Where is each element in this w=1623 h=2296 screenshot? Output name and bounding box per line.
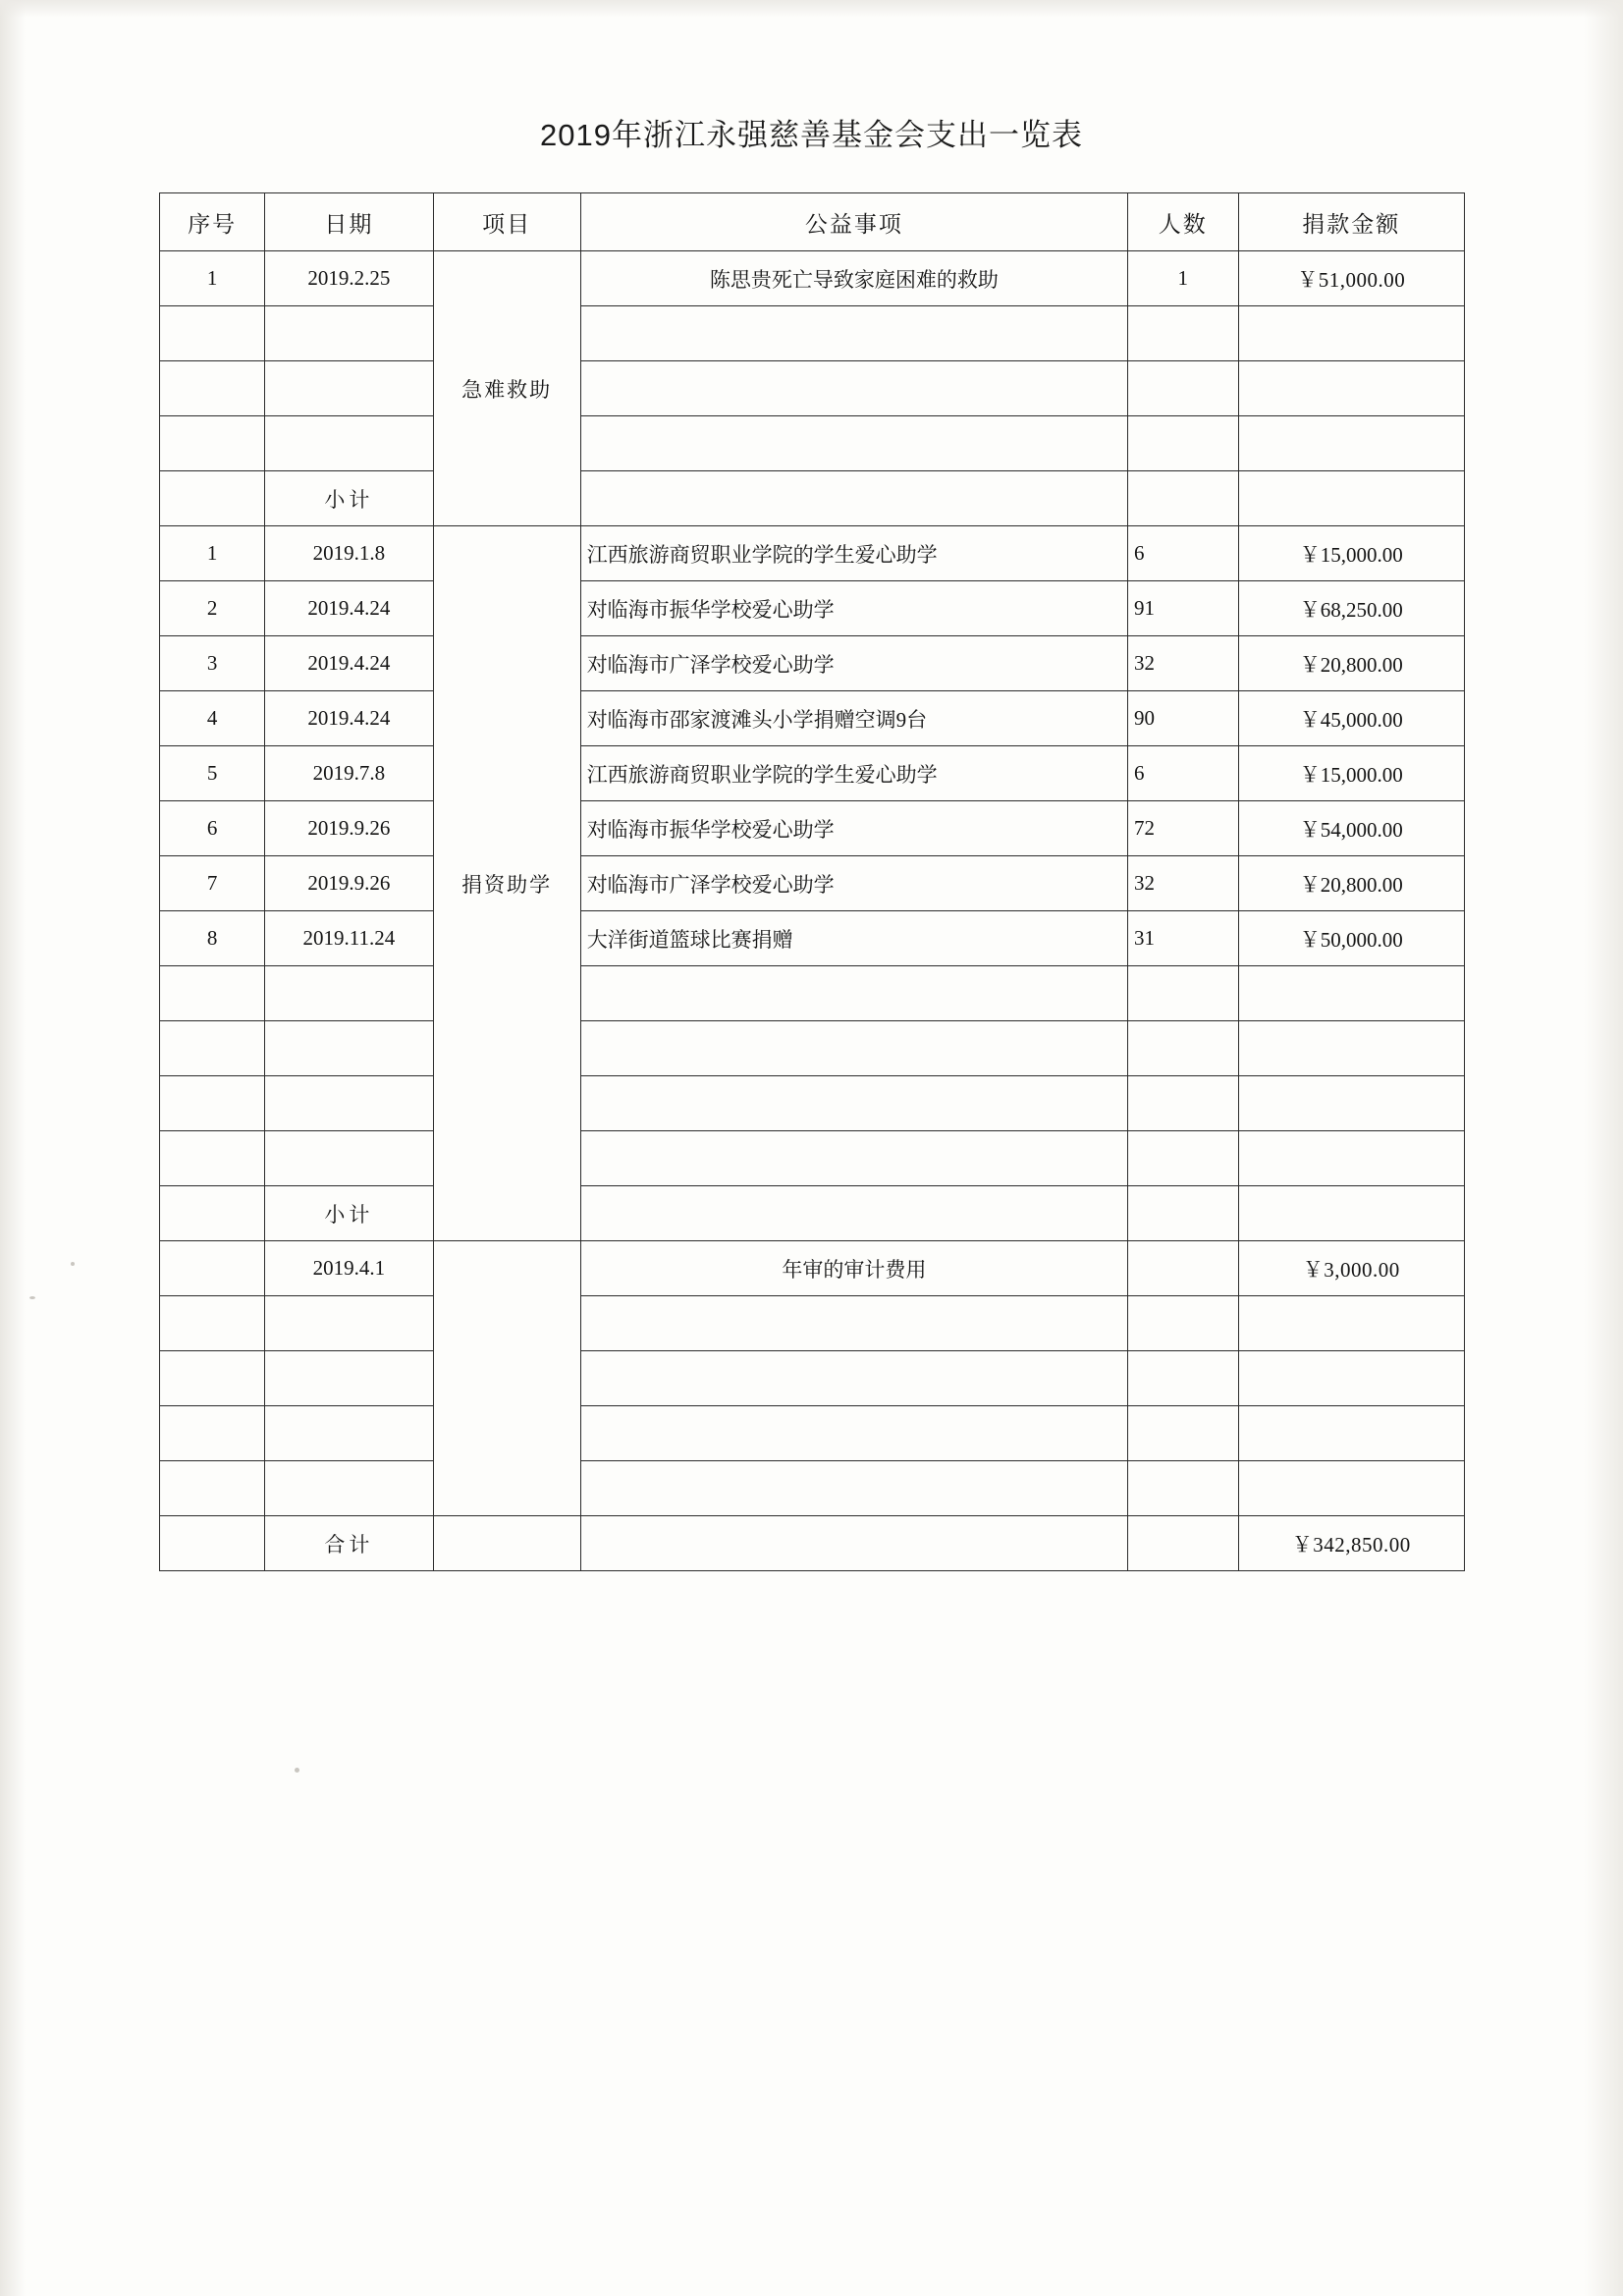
cell-amount	[1238, 1076, 1464, 1131]
cell-item: 对临海市振华学校爱心助学	[580, 801, 1127, 856]
cell-no	[160, 1296, 265, 1351]
cell-no	[160, 1076, 265, 1131]
table-row	[160, 911, 1465, 966]
cell-amount	[1238, 416, 1464, 471]
cell-people	[1128, 1461, 1239, 1516]
cell-total-amount: ￥342,850.00	[1238, 1516, 1464, 1571]
table-row	[160, 1021, 1465, 1076]
cell-amount	[1238, 1296, 1464, 1351]
cell-project	[433, 1516, 580, 1571]
cell-item: 年审的审计费用	[580, 1241, 1127, 1296]
cell-people: 90	[1128, 691, 1239, 746]
cell-amount: ￥54,000.00	[1238, 801, 1464, 856]
cell-people	[1128, 416, 1239, 471]
cell-item: 陈思贵死亡导致家庭困难的救助	[580, 251, 1127, 306]
cell-no: 5	[160, 746, 265, 801]
table-row	[160, 1076, 1465, 1131]
table-row	[160, 746, 1465, 801]
cell-item: 对临海市广泽学校爱心助学	[580, 636, 1127, 691]
cell-no	[160, 1131, 265, 1186]
scan-speck	[71, 1262, 75, 1266]
cell-amount	[1238, 1406, 1464, 1461]
cell-date	[265, 1296, 433, 1351]
cell-date: 2019.11.24	[265, 911, 433, 966]
column-header-amount: 捐款金额	[1238, 193, 1464, 251]
table-row	[160, 1241, 1465, 1296]
cell-people	[1128, 1076, 1239, 1131]
cell-project-group-2: 捐资助学	[433, 526, 580, 1241]
column-header-project: 项目	[433, 193, 580, 251]
cell-amount: ￥51,000.00	[1238, 251, 1464, 306]
scan-shadow-top	[0, 0, 1623, 18]
table-row	[160, 251, 1465, 306]
cell-amount: ￥3,000.00	[1238, 1241, 1464, 1296]
cell-people	[1128, 1021, 1239, 1076]
table-row	[160, 1351, 1465, 1406]
cell-amount	[1238, 1131, 1464, 1186]
cell-no	[160, 1186, 265, 1241]
table-row	[160, 1461, 1465, 1516]
cell-amount: ￥50,000.00	[1238, 911, 1464, 966]
cell-date	[265, 1406, 433, 1461]
table-row	[160, 361, 1465, 416]
cell-no: 6	[160, 801, 265, 856]
cell-subtotal-label: 小计	[265, 471, 433, 526]
cell-no	[160, 416, 265, 471]
cell-no	[160, 1241, 265, 1296]
cell-date: 2019.4.1	[265, 1241, 433, 1296]
table-subtotal-row	[160, 1186, 1465, 1241]
cell-no: 1	[160, 526, 265, 581]
cell-date: 2019.1.8	[265, 526, 433, 581]
table-row	[160, 416, 1465, 471]
scan-speck	[295, 1768, 299, 1773]
cell-people	[1128, 1186, 1239, 1241]
table-row	[160, 801, 1465, 856]
cell-item	[580, 471, 1127, 526]
cell-people: 91	[1128, 581, 1239, 636]
cell-total-label: 合计	[265, 1516, 433, 1571]
cell-people	[1128, 306, 1239, 361]
cell-amount	[1238, 361, 1464, 416]
cell-date	[265, 416, 433, 471]
cell-date: 2019.4.24	[265, 691, 433, 746]
cell-people	[1128, 1296, 1239, 1351]
cell-no	[160, 966, 265, 1021]
cell-project-group-3	[433, 1241, 580, 1516]
cell-item	[580, 361, 1127, 416]
cell-amount	[1238, 1021, 1464, 1076]
cell-date	[265, 1461, 433, 1516]
cell-people	[1128, 966, 1239, 1021]
cell-item	[580, 416, 1127, 471]
cell-item	[580, 1021, 1127, 1076]
cell-date: 2019.9.26	[265, 856, 433, 911]
cell-item	[580, 1351, 1127, 1406]
cell-no	[160, 471, 265, 526]
table-row	[160, 1406, 1465, 1461]
table-row	[160, 691, 1465, 746]
cell-amount: ￥15,000.00	[1238, 526, 1464, 581]
cell-project-group-1: 急难救助	[433, 251, 580, 526]
cell-item: 对临海市邵家渡滩头小学捐赠空调9台	[580, 691, 1127, 746]
cell-people: 72	[1128, 801, 1239, 856]
column-header-people: 人数	[1128, 193, 1239, 251]
cell-item	[580, 1406, 1127, 1461]
cell-date: 2019.9.26	[265, 801, 433, 856]
column-header-no: 序号	[160, 193, 265, 251]
scan-shadow-right	[1584, 0, 1623, 2296]
cell-date	[265, 1076, 433, 1131]
cell-item: 江西旅游商贸职业学院的学生爱心助学	[580, 746, 1127, 801]
cell-item	[580, 1296, 1127, 1351]
page-title: 2019年浙江永强慈善基金会支出一览表	[540, 118, 1083, 152]
cell-people	[1128, 1241, 1239, 1296]
table-total-row	[160, 1516, 1465, 1571]
cell-date	[265, 966, 433, 1021]
cell-amount: ￥20,800.00	[1238, 856, 1464, 911]
cell-item	[580, 1131, 1127, 1186]
cell-date	[265, 306, 433, 361]
cell-item: 大洋街道篮球比赛捐赠	[580, 911, 1127, 966]
cell-amount	[1238, 966, 1464, 1021]
cell-people	[1128, 1406, 1239, 1461]
cell-no	[160, 361, 265, 416]
cell-date: 2019.4.24	[265, 636, 433, 691]
cell-amount: ￥20,800.00	[1238, 636, 1464, 691]
cell-amount	[1238, 1461, 1464, 1516]
cell-amount: ￥15,000.00	[1238, 746, 1464, 801]
cell-item: 对临海市振华学校爱心助学	[580, 581, 1127, 636]
cell-no: 7	[160, 856, 265, 911]
cell-people	[1128, 1351, 1239, 1406]
cell-date	[265, 1351, 433, 1406]
column-header-item: 公益事项	[580, 193, 1127, 251]
table-subtotal-row	[160, 471, 1465, 526]
cell-no	[160, 1461, 265, 1516]
table-row	[160, 636, 1465, 691]
cell-no: 3	[160, 636, 265, 691]
table-row	[160, 1131, 1465, 1186]
table-header-row	[160, 193, 1465, 251]
table-row	[160, 581, 1465, 636]
cell-item	[580, 966, 1127, 1021]
column-header-date: 日期	[265, 193, 433, 251]
cell-amount	[1238, 1186, 1464, 1241]
cell-people	[1128, 361, 1239, 416]
cell-no: 8	[160, 911, 265, 966]
cell-amount: ￥45,000.00	[1238, 691, 1464, 746]
cell-date	[265, 1131, 433, 1186]
cell-people: 32	[1128, 856, 1239, 911]
cell-date: 2019.7.8	[265, 746, 433, 801]
table-row	[160, 966, 1465, 1021]
cell-date	[265, 1021, 433, 1076]
cell-no	[160, 1351, 265, 1406]
cell-people: 6	[1128, 526, 1239, 581]
scan-shadow-left	[0, 0, 26, 2296]
cell-item	[580, 1076, 1127, 1131]
table-row	[160, 526, 1465, 581]
table-row	[160, 1296, 1465, 1351]
cell-no	[160, 1406, 265, 1461]
cell-item	[580, 1461, 1127, 1516]
cell-people: 6	[1128, 746, 1239, 801]
cell-item	[580, 1186, 1127, 1241]
cell-amount	[1238, 1351, 1464, 1406]
cell-item: 对临海市广泽学校爱心助学	[580, 856, 1127, 911]
cell-date: 2019.2.25	[265, 251, 433, 306]
cell-people: 32	[1128, 636, 1239, 691]
cell-people	[1128, 471, 1239, 526]
table-row	[160, 856, 1465, 911]
cell-amount: ￥68,250.00	[1238, 581, 1464, 636]
cell-no	[160, 306, 265, 361]
cell-no: 4	[160, 691, 265, 746]
scan-speck	[29, 1296, 35, 1299]
cell-subtotal-label: 小计	[265, 1186, 433, 1241]
cell-item: 江西旅游商贸职业学院的学生爱心助学	[580, 526, 1127, 581]
cell-date: 2019.4.24	[265, 581, 433, 636]
cell-people	[1128, 1516, 1239, 1571]
cell-item	[580, 1516, 1127, 1571]
cell-people	[1128, 1131, 1239, 1186]
cell-no	[160, 1516, 265, 1571]
cell-item	[580, 306, 1127, 361]
cell-amount	[1238, 306, 1464, 361]
cell-amount	[1238, 471, 1464, 526]
cell-people: 31	[1128, 911, 1239, 966]
expenses-table	[159, 192, 1465, 1571]
cell-people: 1	[1128, 251, 1239, 306]
table-row	[160, 306, 1465, 361]
cell-no: 1	[160, 251, 265, 306]
cell-date	[265, 361, 433, 416]
cell-no	[160, 1021, 265, 1076]
cell-no: 2	[160, 581, 265, 636]
